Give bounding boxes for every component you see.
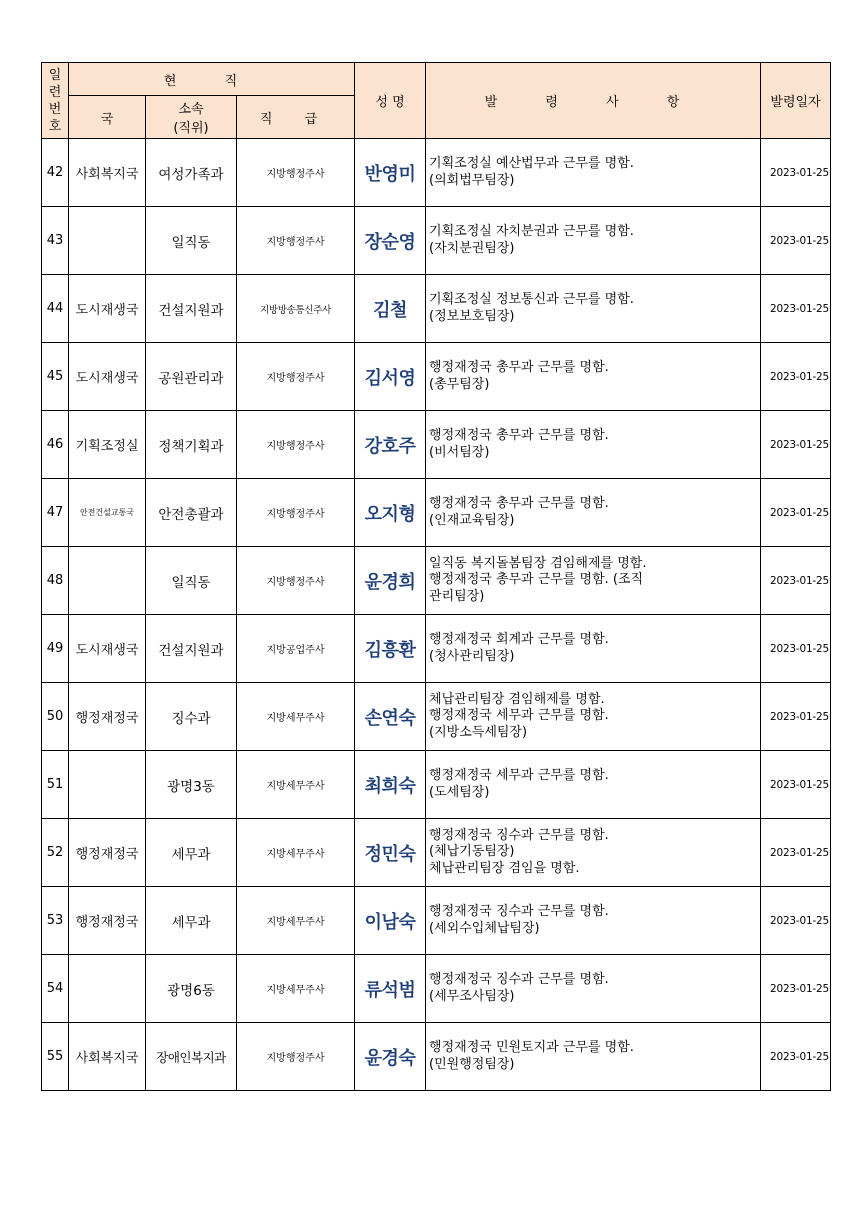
affiliation-cell: 광명3동 [146,751,237,819]
grade-cell: 지방세무주사 [237,955,355,1023]
appointment-line: (세외수입체납팀장) [429,920,540,936]
appointment-cell [426,411,761,479]
department-cell: 사회복지국 [69,139,146,207]
grade-cell: 지방행정주사 [237,343,355,411]
appointment-cell [426,819,761,887]
grade-cell: 지방세무주사 [237,819,355,887]
table-row [42,411,831,479]
appointment-line: 관리팀장) [429,588,485,604]
header-department: 국 [69,96,146,139]
appointment-date-cell: 2023-01-25 [761,411,831,479]
appointment-line: (청사관리팀장) [429,648,515,664]
affiliation-cell: 일직동 [146,547,237,615]
person-name-cell: 장순영 [355,207,426,275]
appointment-date-cell: 2023-01-25 [761,275,831,343]
table-row [42,955,831,1023]
grade-cell: 지방공업주사 [237,615,355,683]
header-row-1 [42,63,831,96]
appointment-line: 기획조정실 정보통신과 근무를 명함. [429,292,634,307]
appointment-date-cell: 2023-01-25 [761,751,831,819]
appointment-date-cell: 2023-01-25 [761,207,831,275]
appointment-cell [426,1023,761,1091]
affiliation-cell: 여성가족과 [146,139,237,207]
serial-number-cell: 52 [42,819,69,887]
department-cell: 안전건설교통국 [69,479,146,547]
header-serial-number: 일 련 번 호 [42,63,69,139]
appointment-line: (정보보호팀장) [429,308,515,324]
appointment-line: 일직동 복지돌봄팀장 겸임해제를 명함. [429,555,647,571]
appointment-cell [426,615,761,683]
person-name-cell: 김철 [355,275,426,343]
appointment-line: 행정재정국 세무과 근무를 명함. [429,708,609,724]
appointment-date-cell: 2023-01-25 [761,615,831,683]
person-name-cell: 김흥환 [355,615,426,683]
appointment-line: (자치분권팀장) [429,240,515,256]
table-row [42,547,831,615]
appointment-line: 행정재정국 징수과 근무를 명함. [429,972,609,987]
affiliation-cell: 건설지원과 [146,275,237,343]
appointment-line: 행정재정국 징수과 근무를 명함. [429,827,609,843]
appointment-line: 행정재정국 회계과 근무를 명함. [429,632,609,647]
appointment-date-cell: 2023-01-25 [761,955,831,1023]
personnel-appointment-table [41,62,831,1091]
appointment-date-cell: 2023-01-25 [761,343,831,411]
person-name-cell: 반영미 [355,139,426,207]
appointment-line: 행정재정국 총무과 근무를 명함. [429,428,609,443]
appointment-cell [426,751,761,819]
person-name-cell: 류석범 [355,955,426,1023]
affiliation-cell: 일직동 [146,207,237,275]
affiliation-cell: 세무과 [146,887,237,955]
grade-cell: 지방세무주사 [237,683,355,751]
grade-cell: 지방행정주사 [237,547,355,615]
appointment-line: (비서팀장) [429,444,490,460]
serial-number-cell: 55 [42,1023,69,1091]
affiliation-cell: 건설지원과 [146,615,237,683]
serial-number-cell: 46 [42,411,69,479]
serial-number-cell: 53 [42,887,69,955]
appointment-cell [426,683,761,751]
table-row [42,343,831,411]
department-cell: 도시재생국 [69,615,146,683]
appointment-line: (체납기동팀장) [429,844,515,860]
table-row [42,207,831,275]
appointment-cell [426,275,761,343]
appointment-date-cell: 2023-01-25 [761,479,831,547]
grade-cell: 지방행정주사 [237,139,355,207]
table-row [42,139,831,207]
table-row [42,479,831,547]
appointment-line: (총무팀장) [429,376,490,392]
person-name-cell: 윤경숙 [355,1023,426,1091]
header-date: 발령일자 [761,63,831,139]
appointment-line: 체납관리팀장 겸임해제를 명함. [429,691,605,707]
appointment-cell [426,139,761,207]
appointment-line: (세무조사팀장) [429,988,515,1004]
department-cell [69,751,146,819]
person-name-cell: 이남숙 [355,887,426,955]
appointment-date-cell: 2023-01-25 [761,1023,831,1091]
table-row [42,819,831,887]
header-current-position: 현 직 [69,63,355,96]
grade-cell: 지방행정주사 [237,207,355,275]
department-cell [69,955,146,1023]
department-cell: 도시재생국 [69,275,146,343]
department-cell: 기획조정실 [69,411,146,479]
table-row [42,683,831,751]
appointment-date-cell: 2023-01-25 [761,139,831,207]
grade-cell: 지방행정주사 [237,479,355,547]
appointment-line: 기획조정실 예산법무과 근무를 명함. [429,156,634,171]
serial-number-cell: 42 [42,139,69,207]
appointment-line: 체납관리팀장 겸임을 명함. [429,860,580,876]
department-cell: 행정재정국 [69,887,146,955]
appointment-date-cell: 2023-01-25 [761,819,831,887]
department-cell: 사회복지국 [69,1023,146,1091]
appointment-line: (의회법무팀장) [429,172,515,188]
affiliation-cell: 안전총괄과 [146,479,237,547]
grade-cell: 지방세무주사 [237,751,355,819]
table-row [42,615,831,683]
serial-number-cell: 48 [42,547,69,615]
table-body [42,139,831,1091]
table-row [42,1023,831,1091]
appointment-date-cell: 2023-01-25 [761,683,831,751]
appointment-line: 행정재정국 민원토지과 근무를 명함. [429,1040,634,1055]
affiliation-cell: 공원관리과 [146,343,237,411]
header-appointment: 발 령 사 항 [426,63,761,139]
serial-number-cell: 43 [42,207,69,275]
appointment-line: 행정재정국 총무과 근무를 명함. [429,360,609,375]
serial-number-cell: 47 [42,479,69,547]
serial-number-cell: 51 [42,751,69,819]
person-name-cell: 강호주 [355,411,426,479]
department-cell: 행정재정국 [69,819,146,887]
person-name-cell: 최희숙 [355,751,426,819]
appointment-line: 행정재정국 총무과 근무를 명함. [429,496,609,511]
appointment-line: 기획조정실 자치분권과 근무를 명함. [429,224,634,239]
person-name-cell: 윤경희 [355,547,426,615]
header-grade: 직 급 [237,96,355,139]
appointment-line: 행정재정국 징수과 근무를 명함. [429,904,609,919]
appointment-cell [426,343,761,411]
appointment-line: 행정재정국 세무과 근무를 명함. [429,768,609,783]
appointment-cell [426,955,761,1023]
header-name: 성 명 [355,63,426,139]
grade-cell: 지방행정주사 [237,411,355,479]
appointment-line: (도세팀장) [429,784,490,800]
department-cell: 행정재정국 [69,683,146,751]
serial-number-cell: 54 [42,955,69,1023]
appointment-cell [426,887,761,955]
affiliation-cell: 징수과 [146,683,237,751]
appointment-line: (민원행정팀장) [429,1056,515,1072]
header-affiliation: 소속 (직위) [146,96,237,139]
table-row [42,275,831,343]
grade-cell: 지방세무주사 [237,887,355,955]
appointment-line: 행정재정국 총무과 근무를 명함. (조직 [429,572,644,588]
department-cell [69,547,146,615]
table-row [42,751,831,819]
affiliation-cell: 장애인복지과 [146,1023,237,1091]
appointment-cell [426,207,761,275]
serial-number-cell: 50 [42,683,69,751]
person-name-cell: 정민숙 [355,819,426,887]
affiliation-cell: 광명6동 [146,955,237,1023]
serial-number-cell: 45 [42,343,69,411]
appointment-date-cell: 2023-01-25 [761,547,831,615]
grade-cell: 지방행정주사 [237,1023,355,1091]
person-name-cell: 오지형 [355,479,426,547]
appointment-cell [426,547,761,615]
person-name-cell: 손연숙 [355,683,426,751]
affiliation-cell: 세무과 [146,819,237,887]
person-name-cell: 김서영 [355,343,426,411]
table-row [42,887,831,955]
appointment-line: (인재교육팀장) [429,512,515,528]
appointment-date-cell: 2023-01-25 [761,887,831,955]
department-cell [69,207,146,275]
appointment-line: (지방소득세팀장) [429,724,528,740]
department-cell: 도시재생국 [69,343,146,411]
affiliation-cell: 정책기획과 [146,411,237,479]
serial-number-cell: 49 [42,615,69,683]
serial-number-cell: 44 [42,275,69,343]
grade-cell: 지방방송통신주사 [237,275,355,343]
appointment-cell [426,479,761,547]
